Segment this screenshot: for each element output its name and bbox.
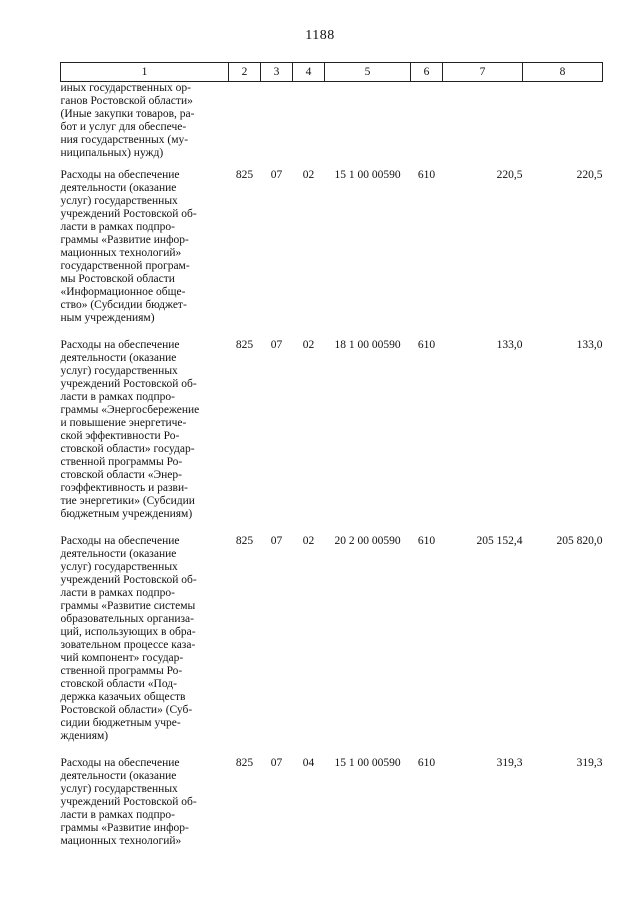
description-line: деятельности (оказание [60, 352, 177, 364]
table-row [61, 748, 603, 853]
description-line: учреждений Ростовской об- [60, 796, 197, 808]
amount-year-2: 133,0 [576, 339, 603, 351]
description-line: ской эффективности Ро- [60, 430, 180, 442]
subsection-code: 02 [302, 169, 315, 181]
description-line: ным учреждениям) [60, 312, 155, 324]
budget-table [60, 62, 603, 853]
section-code: 07 [270, 757, 283, 769]
row-description [61, 526, 229, 748]
description-line: услуг) государственных [60, 783, 178, 795]
ministry-code: 825 [235, 757, 254, 769]
description-line: ство» (Субсидии бюджет- [60, 299, 187, 311]
column-header: 7 [443, 63, 523, 82]
table-row [61, 330, 603, 526]
subsection-code: 02 [302, 339, 315, 351]
description-line: учреждений Ростовской об- [60, 208, 197, 220]
description-line: Расходы на обеспечение [60, 535, 180, 547]
description-line: стовской области» государ- [60, 443, 195, 455]
description-line: ждениям) [60, 730, 109, 742]
subsection-code: 04 [302, 757, 315, 769]
description-line: услуг) государственных [60, 561, 178, 573]
expense-type-code: 610 [417, 535, 436, 547]
table-row-continuation [61, 82, 603, 161]
row-description [61, 748, 229, 853]
target-article-code: 20 2 00 00590 [334, 535, 401, 547]
amount-year-1: 133,0 [496, 339, 523, 351]
description-line: Расходы на обеспечение [60, 339, 180, 351]
description-line: Расходы на обеспечение [60, 757, 180, 769]
column-header: 4 [293, 63, 325, 82]
target-article-code: 18 1 00 00590 [334, 339, 401, 351]
description-line: чий компонент» государ- [60, 652, 184, 664]
expense-type-code: 610 [417, 757, 436, 769]
description-line: мационных технологий» [60, 835, 182, 847]
description-line: держка казачьих обществ [60, 691, 186, 703]
subsection-code: 02 [302, 535, 315, 547]
section-code: 07 [270, 339, 283, 351]
description-line: сидии бюджетным учре- [60, 717, 181, 729]
column-header: 8 [523, 63, 603, 82]
description-line: ния государственных (му- [60, 134, 189, 146]
amount-year-2: 205 820,0 [556, 535, 603, 547]
description-line: Расходы на обеспечение [60, 169, 180, 181]
description-line: ственной программы Ро- [60, 456, 183, 468]
description-line: зовательном процессе каза- [60, 639, 196, 651]
description-line: Ростовской области» (Суб- [60, 704, 193, 716]
ministry-code: 825 [235, 169, 254, 181]
description-line: ций, использующих в обра- [60, 626, 196, 638]
description-line: деятельности (оказание [60, 548, 177, 560]
amount-year-2: 319,3 [576, 757, 603, 769]
description-line: стовской области «Энер- [60, 469, 182, 481]
description-line: учреждений Ростовской об- [60, 574, 197, 586]
amount-year-1: 319,3 [496, 757, 523, 769]
description-line: граммы «Развитие инфор- [60, 822, 189, 834]
expense-type-code: 610 [417, 339, 436, 351]
description-line: ласти в рамках подпро- [60, 587, 175, 599]
row-description [61, 330, 229, 526]
description-line: стовской области «Под- [60, 678, 177, 690]
target-article-code: 15 1 00 00590 [334, 169, 401, 181]
description-line: ганов Ростовской области» [60, 95, 193, 107]
description-line: услуг) государственных [60, 365, 178, 377]
table-row [61, 526, 603, 748]
table-row [61, 160, 603, 330]
description-line: тие энергетики» (Субсидии [60, 495, 195, 507]
description-line: деятельности (оказание [60, 182, 177, 194]
description-line: граммы «Энергосбережение [60, 404, 200, 416]
description-line: ственной программы Ро- [60, 665, 183, 677]
ministry-code: 825 [235, 339, 254, 351]
description-line: учреждений Ростовской об- [60, 378, 197, 390]
description-line: граммы «Развитие инфор- [60, 234, 189, 246]
column-header: 3 [261, 63, 293, 82]
page-number: 1188 [305, 28, 335, 43]
amount-year-2: 220,5 [576, 169, 603, 181]
column-header: 5 [325, 63, 411, 82]
description-line: (Иные закупки товаров, ра- [60, 108, 195, 120]
column-header: 1 [61, 63, 229, 82]
description-line: «Информационное обще- [60, 286, 186, 298]
target-article-code: 15 1 00 00590 [334, 757, 401, 769]
section-code: 07 [270, 169, 283, 181]
amount-year-1: 220,5 [496, 169, 523, 181]
expense-type-code: 610 [417, 169, 436, 181]
description-line: ласти в рамках подпро- [60, 221, 175, 233]
description-line: ниципальных) нужд) [60, 147, 164, 159]
amount-year-1: 205 152,4 [476, 535, 523, 547]
description-line: ласти в рамках подпро- [60, 391, 175, 403]
description-line: граммы «Развитие системы [60, 600, 196, 612]
description-line: государственной програм- [60, 260, 190, 272]
description-line: бюджетным учреждениям) [60, 508, 193, 520]
description-line: гоэффективность и разви- [60, 482, 188, 494]
row-description [61, 82, 229, 161]
description-line: ласти в рамках подпро- [60, 809, 175, 821]
description-line: услуг) государственных [60, 195, 178, 207]
header-row [61, 63, 603, 82]
ministry-code: 825 [235, 535, 254, 547]
row-description [61, 160, 229, 330]
description-line: и повышение энергетиче- [60, 417, 187, 429]
description-line: мационных технологий» [60, 247, 182, 259]
column-header: 2 [229, 63, 261, 82]
section-code: 07 [270, 535, 283, 547]
description-line: иных государственных ор- [60, 82, 191, 94]
description-line: образовательных организа- [60, 613, 194, 625]
description-line: бот и услуг для обеспече- [60, 121, 187, 133]
description-line: деятельности (оказание [60, 770, 177, 782]
column-header: 6 [411, 63, 443, 82]
description-line: мы Ростовской области [60, 273, 175, 285]
